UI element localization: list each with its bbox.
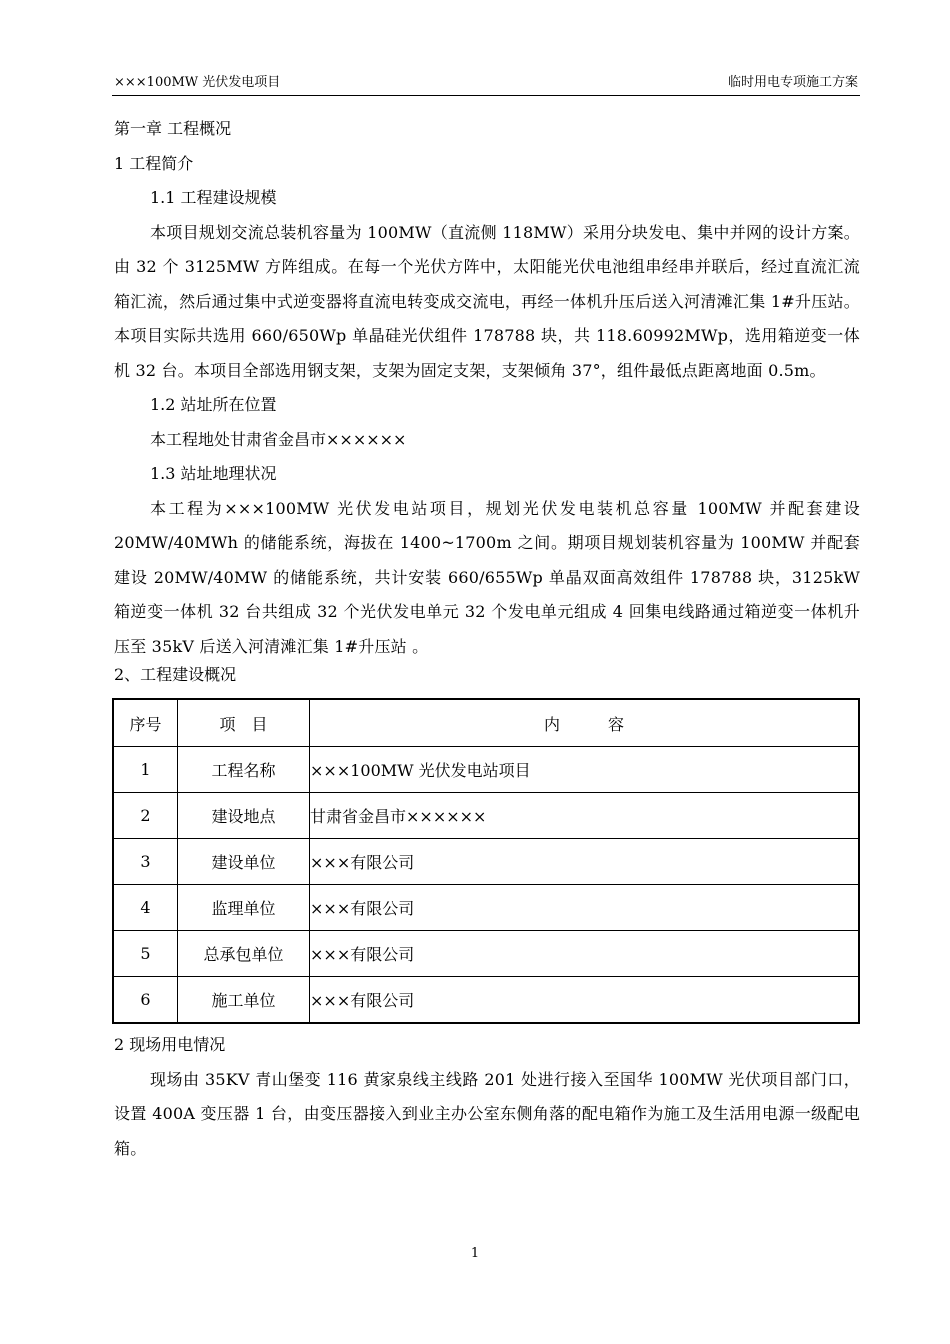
page-number: 1 bbox=[470, 1246, 480, 1261]
table-cell-no: 6 bbox=[113, 977, 178, 1024]
table-cell-no: 3 bbox=[113, 839, 178, 885]
chapter-title: 第一章 工程概况 bbox=[114, 119, 232, 138]
table-cell-item: 工程名称 bbox=[178, 747, 310, 793]
table-row bbox=[113, 931, 859, 977]
table-cell-no: 4 bbox=[113, 885, 178, 931]
header-document-title: 临时用电专项施工方案 bbox=[727, 75, 858, 90]
subsection-title-geography: 1.3 站址地理状况 bbox=[150, 464, 277, 483]
overview-table bbox=[112, 698, 860, 1024]
subsection-title-location: 1.2 站址所在位置 bbox=[150, 395, 277, 414]
table-cell-item: 建设地点 bbox=[178, 793, 310, 839]
table-row bbox=[113, 793, 859, 839]
table-cell-no: 5 bbox=[113, 931, 178, 977]
section-title-power: 2 现场用电情况 bbox=[114, 1035, 226, 1054]
table-header-cell: 项 目 bbox=[178, 699, 310, 747]
header-project-name: ×××100MW 光伏发电项目 bbox=[114, 75, 281, 90]
table-cell-no: 2 bbox=[113, 793, 178, 839]
table-row bbox=[113, 747, 859, 793]
table-cell-content: ×××100MW 光伏发电站项目 bbox=[310, 747, 860, 793]
table-cell-content: ×××有限公司 bbox=[310, 839, 860, 885]
table-cell-item: 总承包单位 bbox=[178, 931, 310, 977]
table-row bbox=[113, 885, 859, 931]
table-row bbox=[113, 977, 859, 1024]
document-body bbox=[114, 112, 860, 1166]
table-cell-no: 1 bbox=[113, 747, 178, 793]
paragraph-geography: 本工程为×××100MW 光伏发电站项目，规划光伏发电装机总容量 100MW 并配套建设 20MW/40MWh 的储能系统，海拔在 1400~1700m 之间。期项目规划装机容量为 100MW 并配套建设 20MW/40MW 的储能系统，共计安装 660/655Wp 单晶双面高效组件 178788 块，3125kW 箱逆变一体机 32 台共组成 32 个光伏发电单元 32 个发电单元组成 4 回集电线路通过箱逆变一体机升压至 35kV 后送入河清滩汇集 1#升压站 。 bbox=[114, 498, 860, 656]
table-cell-item: 监理单位 bbox=[178, 885, 310, 931]
paragraph-location: 本工程地处甘肃省金昌市×××××× bbox=[150, 429, 407, 449]
table-cell-content: ×××有限公司 bbox=[310, 977, 860, 1024]
table-cell-item: 施工单位 bbox=[178, 977, 310, 1024]
table-header-row bbox=[113, 699, 859, 747]
header-divider bbox=[112, 95, 860, 96]
paragraph-power: 现场由 35KV 青山堡变 116 黄家泉线主线路 201 处进行接入至国华 100MW 光伏项目部门口，设置 400A 变压器 1 台，由变压器接入到业主办公室东侧角落的配电箱作为施工及生活用电源一级配电箱。 bbox=[114, 1069, 860, 1158]
section-title-intro: 1 工程简介 bbox=[114, 153, 194, 173]
table-cell-content: 甘肃省金昌市×××××× bbox=[310, 793, 860, 839]
table-cell-content: ×××有限公司 bbox=[310, 931, 860, 977]
section-title-overview: 2、工程建设概况 bbox=[114, 665, 237, 684]
table-header-cell: 序号 bbox=[113, 699, 178, 747]
table-cell-content: ×××有限公司 bbox=[310, 885, 860, 931]
table-row bbox=[113, 839, 859, 885]
subsection-title-scale: 1.1 工程建设规模 bbox=[150, 188, 277, 207]
table-cell-item: 建设单位 bbox=[178, 839, 310, 885]
table-header-cell: 内 容 bbox=[310, 699, 860, 747]
paragraph-scale: 本项目规划交流总装机容量为 100MW（直流侧 118MW）采用分块发电、集中并网的设计方案。由 32 个 3125MW 方阵组成。在每一个光伏方阵中，太阳能光伏电池组串经串并联后，经过直流汇流箱汇流，然后通过集中式逆变器将直流电转变成交流电，再经一体机升压后送入河清滩汇集 1#升压站。本项目实际共选用 660/650Wp 单晶硅光伏组件 178788 块，共 118.60992MWp，选用箱逆变一体机 32 台。本项目全部选用钢支架，支架为固定支架，支架倾角 37°，组件最低点距离地面 0.5m。 bbox=[114, 222, 860, 380]
